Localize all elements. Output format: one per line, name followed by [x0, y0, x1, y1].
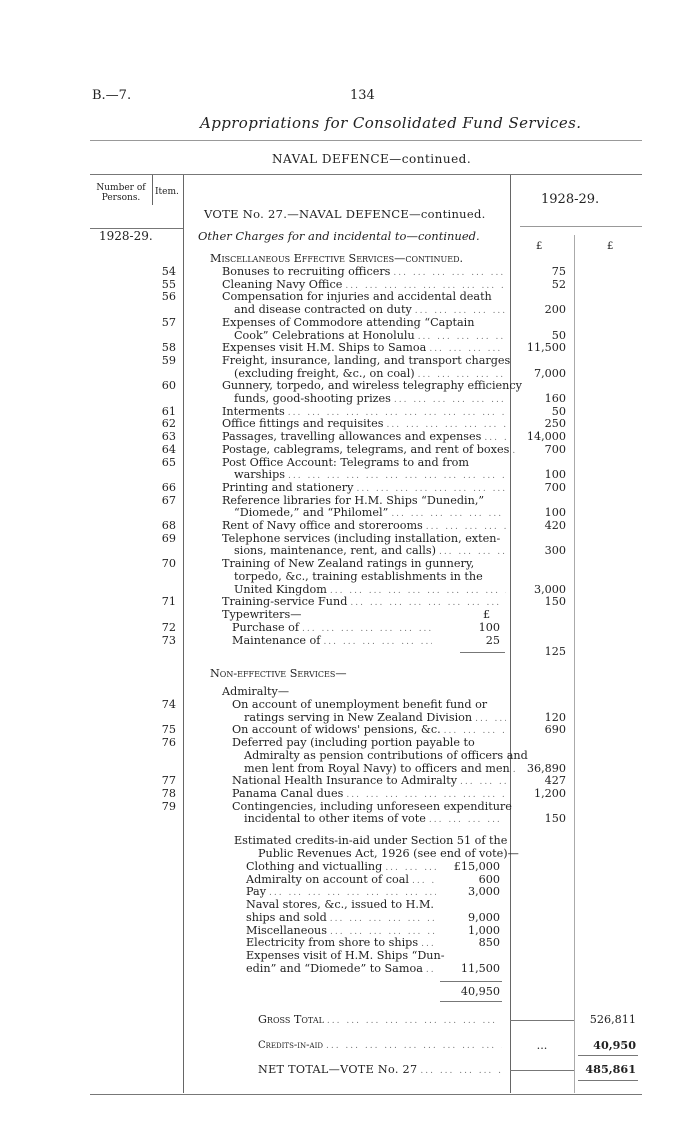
column-divider [152, 175, 153, 205]
column-header-item: Item. [155, 187, 179, 197]
title-rule [90, 140, 642, 141]
table-bottom-rule [90, 1094, 642, 1095]
non-effective-heading: Non-effective Services— [210, 667, 347, 680]
net-total-value: 485,861 [585, 1062, 636, 1076]
gross-rule [510, 1020, 574, 1021]
line-amount: 11,500 [526, 341, 566, 355]
line-amount: 100 [544, 506, 566, 520]
credits-sum-rule [440, 1001, 502, 1002]
line-item [222, 456, 506, 469]
line-amount: 75 [551, 265, 566, 278]
other-charges-heading: Other Charges for and incidental to—continued. [198, 229, 480, 243]
line-amount: 3,000 [467, 885, 500, 899]
item-number: 65 [161, 455, 176, 469]
line-text: Printing and stationery [222, 480, 354, 494]
line-item [222, 290, 506, 303]
gross-total-row [258, 1013, 502, 1028]
pound-sign-right: £ [607, 241, 614, 252]
line-amount: 25 [485, 634, 500, 647]
table-top-rule [90, 174, 642, 175]
line-text: On account of unemployment benefit fund or [232, 698, 488, 711]
line-text: Electricity from shore to ships [246, 936, 419, 950]
line-amount: 100 [544, 468, 566, 482]
pound-sign-left: £ [536, 241, 543, 252]
item-number: 60 [161, 379, 176, 393]
item-number: 75 [161, 723, 176, 737]
line-text: National Health Insurance to Admiralty [232, 774, 458, 788]
line-text: sions, maintenance, rent, and calls) [234, 544, 436, 558]
item-number: 63 [161, 430, 176, 444]
item-number: 71 [161, 595, 176, 609]
line-text: Gunnery, torpedo, and wireless telegraphy efficiency [222, 379, 522, 393]
column-header-year: 1928-29. [541, 192, 600, 207]
credits-heading: Estimated credits-in-aid under Section 51 of the [234, 834, 508, 847]
typewriters-label: Typewriters— [222, 608, 302, 621]
item-number: 67 [161, 493, 176, 507]
line-text: Admiralty on account of coal [246, 872, 409, 886]
line-text: United Kingdom [234, 582, 327, 596]
item-number: 78 [161, 786, 176, 800]
line-item [222, 316, 506, 329]
item-number: 77 [161, 774, 176, 788]
line-text: Expenses of Commodore attending “Captain [222, 315, 475, 329]
line-text: Rent of Navy office and storerooms [222, 519, 423, 532]
line-text: Cook” Celebrations at Honolulu [234, 328, 415, 342]
line-text: men lent from Royal Navy) to officers and men [244, 761, 510, 775]
line-text: Telephone services (including installation, exten- [222, 531, 501, 545]
line-amount: 600 [478, 872, 500, 886]
line-amount: 1,200 [533, 786, 566, 800]
line-amount: 150 [544, 812, 566, 826]
credits-in-aid-value: 40,950 [593, 1038, 636, 1052]
column-header-persons: Number of Persons. [96, 183, 146, 203]
admiralty-heading: Admiralty— [222, 685, 290, 698]
credits-in-aid-row [258, 1039, 502, 1053]
typewriters-total: 125 [544, 645, 566, 658]
line-item [222, 494, 506, 507]
line-item [222, 532, 506, 545]
line-item [232, 736, 506, 749]
line-amount: 1,000 [467, 923, 500, 937]
item-number: 73 [161, 634, 176, 647]
line-text: Postage, cablegrams, telegrams, and rent of boxes [222, 442, 510, 456]
credits-heading-cont: Public Revenues Act, 1926 (see end of vote)— [258, 847, 519, 860]
line-amount: 250 [544, 417, 566, 431]
credits-sum-rule [440, 981, 502, 982]
item-number: 61 [161, 404, 176, 418]
line-amount: 700 [544, 442, 566, 456]
net-rule [578, 1080, 638, 1081]
line-text: Contingencies, including unforeseen expenditure [232, 799, 512, 813]
item-number: 54 [161, 265, 176, 278]
item-number: 62 [161, 417, 176, 431]
line-item [246, 948, 445, 962]
line-item [244, 748, 528, 762]
line-amount: 100 [478, 621, 500, 634]
net-rule [578, 1055, 638, 1056]
line-text: funds, good-shooting prizes [234, 392, 391, 405]
line-amount: 150 [544, 595, 566, 609]
item-number: 66 [161, 480, 176, 494]
line-amount: 420 [544, 519, 566, 532]
line-text: warships [234, 468, 286, 482]
item-number: 76 [161, 736, 176, 750]
line-amount: 50 [551, 328, 566, 342]
typewriters-pound: £ [483, 608, 491, 621]
line-amount: 200 [544, 303, 566, 317]
item-number: 74 [161, 698, 176, 711]
line-text: Panama Canal dues [232, 786, 344, 800]
line-text: Deferred pay (including portion payable to [232, 736, 475, 750]
item-number: 69 [161, 531, 176, 545]
line-amount: 3,000 [533, 582, 566, 596]
document-reference: B.—7. [92, 88, 132, 103]
line-text: torpedo, &c., training establishments in the [234, 569, 483, 583]
item-number: 55 [161, 277, 176, 291]
misc-heading: Miscellaneous Effective Services—continued. [210, 252, 464, 265]
item-number: 72 [161, 621, 176, 634]
gross-total-label: Gross Total [258, 1013, 324, 1026]
line-text: Clothing and victualling [246, 860, 383, 873]
persons-year: 1928-29. [99, 229, 153, 243]
net-total-row [258, 1063, 502, 1078]
line-amount: 700 [544, 480, 566, 494]
line-text: Cleaning Navy Office [222, 277, 343, 291]
line-text: edin” and “Diomede” to Samoa [246, 961, 423, 975]
line-item [222, 379, 522, 393]
credits-total: 40,950 [460, 985, 500, 998]
item-number: 64 [161, 442, 176, 456]
line-text: and disease contracted on duty [234, 303, 412, 317]
line-amount: 427 [544, 774, 566, 788]
section-heading [272, 152, 471, 166]
line-amount: 7,000 [533, 366, 566, 380]
line-text: Reference libraries for H.M. Ships “Dunedin,” [222, 493, 485, 507]
column-divider [183, 175, 184, 1093]
line-amount: 160 [544, 392, 566, 405]
line-amount: 36,890 [526, 761, 566, 775]
line-text: Office fittings and requisites [222, 417, 384, 431]
line-item [232, 799, 512, 813]
item-number: 68 [161, 519, 176, 532]
line-item [244, 812, 506, 827]
vote-title: VOTE No. 27.—NAVAL DEFENCE—continued. [204, 207, 486, 221]
line-text: Training-service Fund [222, 595, 348, 609]
line-text: Freight, insurance, landing, and transport charges [222, 353, 511, 367]
line-amount: £15,000 [453, 860, 500, 873]
line-text: Admiralty as pension contributions of officers and [244, 748, 528, 762]
gross-total-value: 526,811 [589, 1013, 636, 1026]
line-amount: 850 [478, 936, 500, 950]
line-amount: 690 [544, 723, 566, 737]
line-text: Expenses visit of H.M. Ships “Dun- [246, 948, 445, 962]
line-item [234, 570, 506, 583]
credits-in-aid-label: Credits-in-aid [258, 1040, 323, 1051]
item-number: 56 [161, 290, 176, 304]
sum-rule [460, 652, 505, 653]
net-total-label: NET TOTAL—VOTE No. 27 [258, 1063, 418, 1076]
line-text: Miscellaneous [246, 923, 327, 937]
item-number: 59 [161, 353, 176, 367]
line-text: ships and sold [246, 910, 327, 924]
line-amount: 120 [544, 710, 566, 724]
line-amount: 14,000 [526, 430, 566, 444]
item-number: 70 [161, 557, 176, 571]
line-amount: 11,500 [460, 961, 500, 975]
item-number: 58 [161, 341, 176, 355]
line-text: Purchase of [232, 621, 300, 634]
item-number: 79 [161, 799, 176, 813]
line-item [246, 898, 436, 911]
line-item [232, 698, 506, 711]
item-number: 57 [161, 315, 176, 329]
line-text: Post Office Account: Telegrams to and from [222, 455, 470, 469]
line-text: incidental to other items of vote [244, 812, 426, 826]
page-number: 134 [350, 88, 375, 103]
line-text: Bonuses to recruiting officers [222, 265, 391, 278]
line-text: On account of widows' pensions, &c. [232, 723, 441, 737]
line-item [222, 353, 511, 367]
line-text: Passages, travelling allowances and expenses [222, 430, 482, 444]
line-amount: 52 [551, 277, 566, 291]
line-text: ratings serving in New Zealand Division [244, 710, 473, 724]
line-text: Pay [246, 885, 267, 899]
typewriter-maintenance [232, 634, 432, 649]
line-text: Compensation for injuries and accidental death [222, 290, 492, 304]
line-text: Expenses visit H.M. Ships to Samoa [222, 341, 427, 355]
line-amount: 50 [551, 404, 566, 418]
column-divider [574, 235, 575, 1093]
net-total-rule [510, 1070, 574, 1071]
credits-in-aid-dots: ... [536, 1039, 548, 1052]
line-text: “Diomede,” and “Philomel” [234, 506, 389, 520]
line-item [222, 557, 506, 570]
line-amount: 300 [544, 544, 566, 558]
line-text: (excluding freight, &c., on coal) [234, 366, 415, 380]
section-heading-text: NAVAL DEFENCE—continued. [272, 152, 472, 166]
line-text: Interments [222, 404, 285, 418]
line-text: Naval stores, &c., issued to H.M. [246, 898, 434, 912]
line-text: Training of New Zealand ratings in gunnery, [222, 557, 475, 571]
line-item [246, 962, 436, 977]
line-amount: 9,000 [467, 910, 500, 924]
page-title: Appropriations for Consolidated Fund Services. [200, 114, 582, 132]
line-text: Maintenance of [232, 634, 321, 647]
header-rule [520, 226, 642, 227]
